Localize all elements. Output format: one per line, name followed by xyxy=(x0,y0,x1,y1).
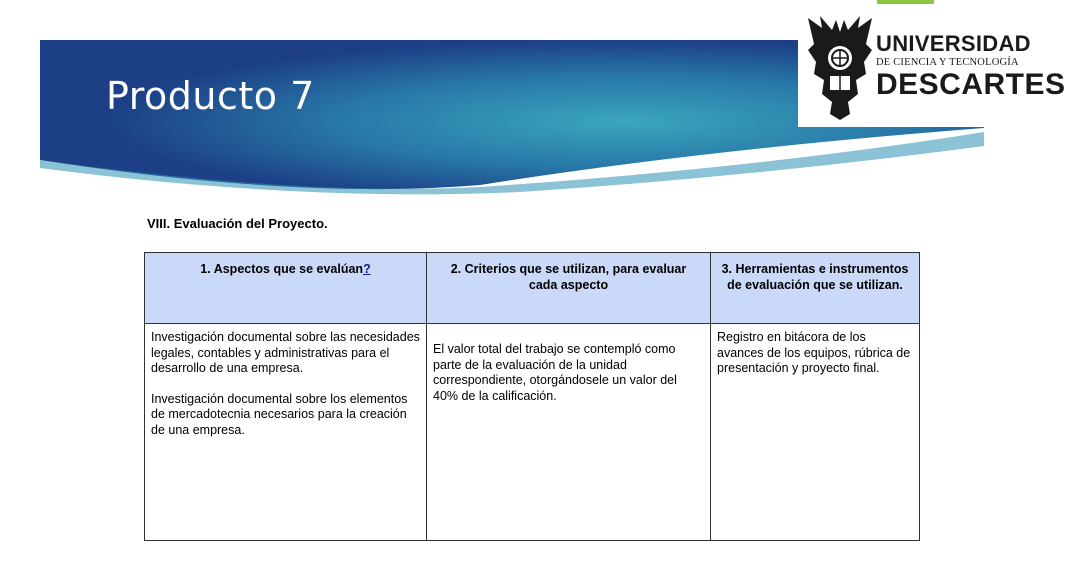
university-logo xyxy=(798,8,1066,127)
section-heading: VIII. Evaluación del Proyecto. xyxy=(147,216,328,231)
logo-line-universidad: UNIVERSIDAD xyxy=(876,31,1031,56)
cell-criterios xyxy=(427,324,711,541)
logo-line-descartes: DESCARTES xyxy=(876,68,1066,101)
header-criterios: 2. Criterios que se utilizan, para evaluar cada aspecto xyxy=(427,253,711,324)
header-herramientas: 3. Herramientas e instrumentos de evaluación que se utilizan. xyxy=(711,253,920,324)
header-aspectos-text: 1. Aspectos que se evalúan xyxy=(200,262,364,276)
logo-line-ciencia: DE CIENCIA Y TECNOLOGÍA xyxy=(876,57,1019,68)
table-row xyxy=(145,324,920,541)
cell-herramientas xyxy=(711,324,920,541)
evaluation-table xyxy=(144,252,920,541)
aspectos-paragraph-2: Investigación documental sobre los elementos de mercadotecnia necesarios para la creación de una empresa. xyxy=(151,391,408,437)
header-aspectos-suffix: ? xyxy=(363,262,371,276)
table-header-row xyxy=(145,253,920,324)
slide-title: Producto 7 xyxy=(106,74,315,118)
eagle-emblem-icon xyxy=(806,14,874,122)
aspectos-paragraph-1: Investigación documental sobre las necesidades legales, contables y administrativas para el desarrollo de una empresa. xyxy=(151,330,420,375)
accent-tab xyxy=(877,0,934,4)
criterios-text: El valor total del trabajo se contempló como parte de la evaluación de la unidad correspondiente, otorgándosele un valor del 40% de la calificación. xyxy=(433,342,677,403)
header-aspectos xyxy=(145,253,427,324)
herramientas-text: Registro en bitácora de los avances de los equipos, rúbrica de presentación y proyecto final. xyxy=(717,330,911,375)
cell-aspectos xyxy=(145,324,427,541)
